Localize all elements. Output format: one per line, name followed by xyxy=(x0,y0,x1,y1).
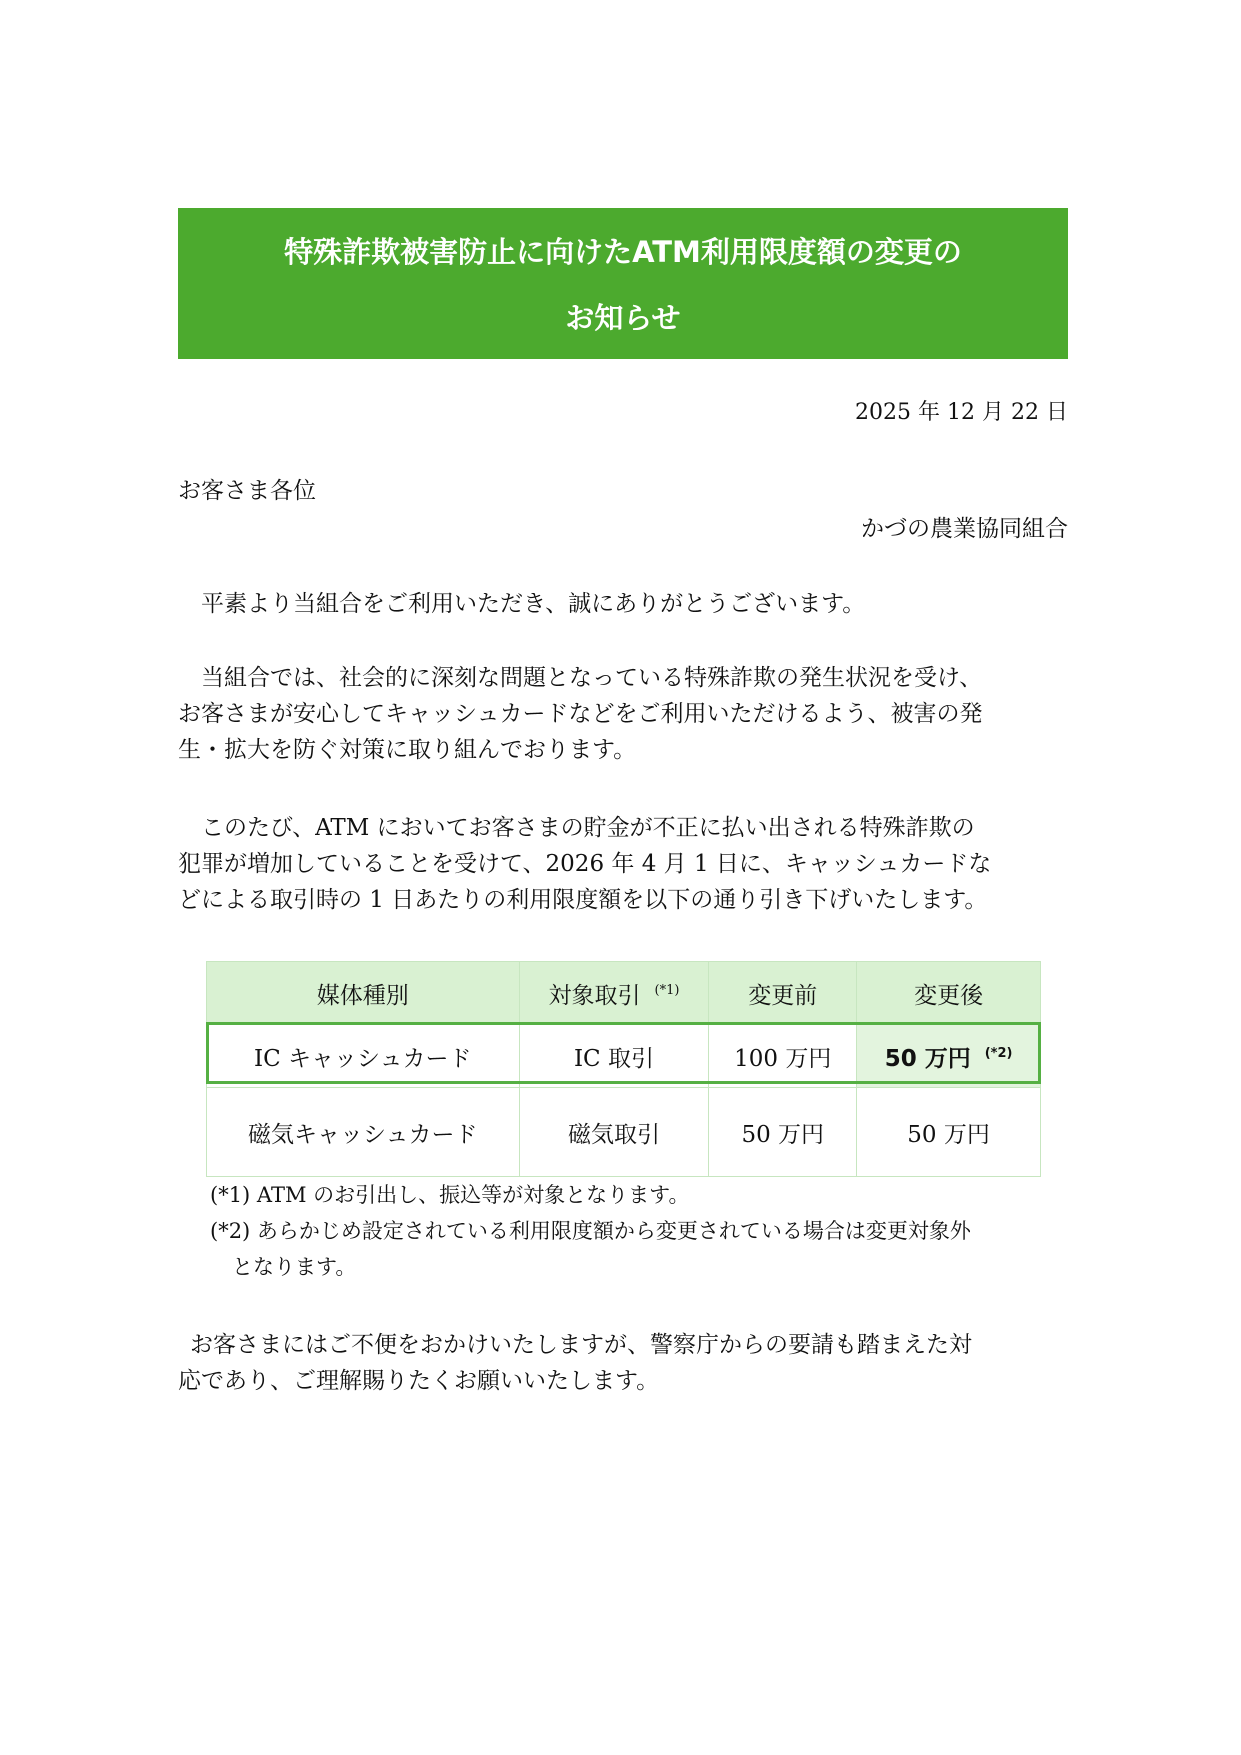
table-row xyxy=(207,1088,1041,1177)
cell-media: 磁気キャッシュカード xyxy=(207,1088,520,1177)
cell-transaction: 磁気取引 xyxy=(519,1088,709,1177)
title-line-2: お知らせ xyxy=(565,301,681,335)
note-ref-2: (*2) xyxy=(984,1045,1013,1061)
announcement-paragraph xyxy=(178,810,1068,918)
table-row xyxy=(207,1025,1041,1088)
cell-after-highlight: 50 万円 $^{(*2)}$ xyxy=(857,1025,1041,1088)
paragraph-line: お客さまが安心してキャッシュカードなどをご利用いただけるよう、被害の発 xyxy=(178,701,983,727)
footnote-2-continued: となります。 xyxy=(232,1255,357,1279)
cell-media: IC キャッシュカード xyxy=(207,1025,520,1088)
paragraph-line: お客さまにはご不便をおかけいたしますが、警察庁からの要請も踏まえた対 xyxy=(190,1332,972,1358)
header-after: 変更後 xyxy=(857,962,1041,1025)
paragraph-line: このたび、ATM においてお客さまの貯金が不正に払い出される特殊詐欺の xyxy=(201,815,975,841)
cell-before: 100 万円 xyxy=(709,1025,857,1088)
cell-before: 50 万円 xyxy=(709,1088,857,1177)
footnotes xyxy=(210,1177,971,1285)
title-line-1: 特殊詐欺被害防止に向けたATM利用限度額の変更の xyxy=(284,235,962,269)
header-before: 変更前 xyxy=(709,962,857,1025)
paragraph-line: 生・拡大を防ぐ対策に取り組んでおります。 xyxy=(178,737,637,763)
footnote-1: (*1) ATM のお引出し、振込等が対象となります。 xyxy=(210,1183,690,1207)
paragraph-line: どによる取引時の 1 日あたりの利用限度額を以下の通り引き下げいたします。 xyxy=(178,887,988,913)
paragraph-line: 当組合では、社会的に深刻な問題となっている特殊詐欺の発生状況を受け、 xyxy=(201,665,983,691)
limit-change-table xyxy=(206,961,1041,1177)
paragraph-line: 犯罪が増加していることを受けて、2026 年 4 月 1 日に、キャッシュカードな xyxy=(178,851,992,877)
notice-date: 2025 年 12 月 22 日 xyxy=(855,400,1068,425)
header-transaction: 対象取引 $^{(*1)}$ xyxy=(519,962,709,1025)
header-media-type: 媒体種別 xyxy=(207,962,520,1025)
paragraph-line: 平素より当組合をご利用いただき、誠にありがとうございます。 xyxy=(201,591,866,617)
background-paragraph xyxy=(178,660,1068,768)
cell-transaction: IC 取引 xyxy=(519,1025,709,1088)
cell-after: 50 万円 xyxy=(857,1088,1041,1177)
addressee: お客さま各位 xyxy=(178,478,316,504)
greeting-paragraph xyxy=(178,586,1068,622)
closing-paragraph xyxy=(178,1327,1068,1399)
paragraph-line: 応であり、ご理解賜りたくお願いいたします。 xyxy=(178,1368,660,1394)
table-header-row xyxy=(207,962,1041,1025)
footnote-2: (*2) あらかじめ設定されている利用限度額から変更されている場合は変更対象外 xyxy=(210,1219,971,1243)
note-ref-1: (*1) xyxy=(654,982,680,998)
title-banner xyxy=(178,208,1068,359)
sender-organization: かづの農業協同組合 xyxy=(861,516,1068,542)
